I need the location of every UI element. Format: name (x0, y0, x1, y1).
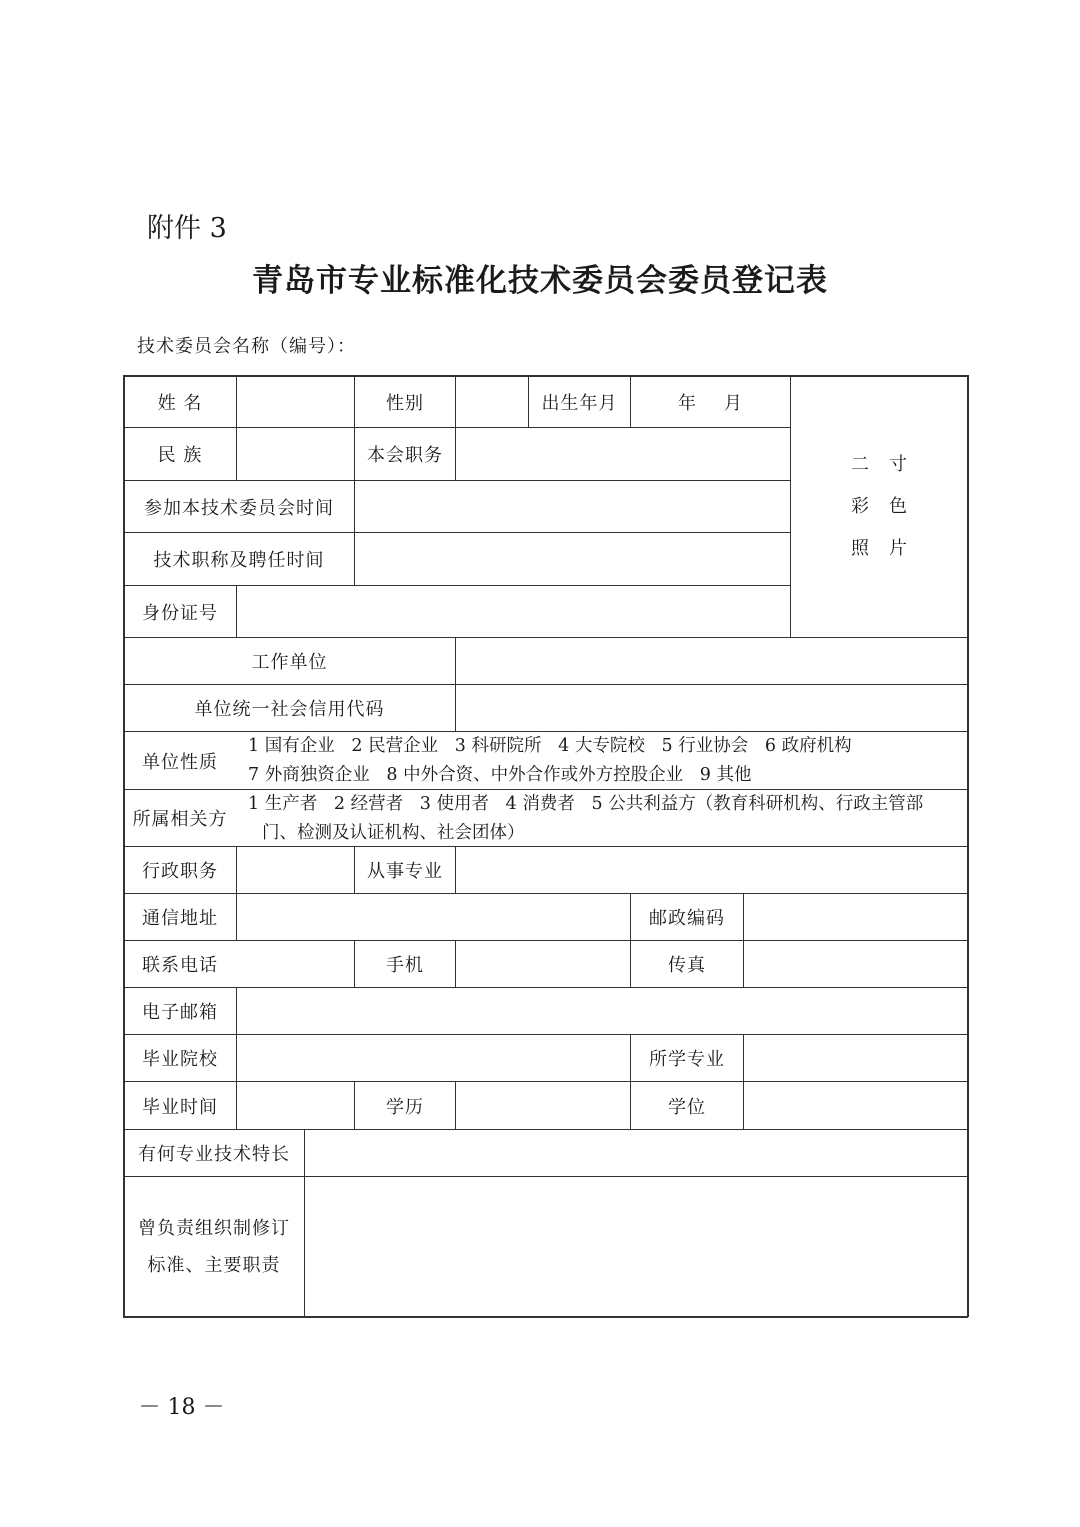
phone-field[interactable] (237, 941, 354, 987)
mobile-label: 手机 (386, 955, 424, 976)
postcode-field[interactable] (744, 894, 967, 940)
grad-time-field[interactable] (237, 1082, 354, 1129)
degree-field[interactable] (744, 1082, 967, 1129)
school-field[interactable] (237, 1035, 630, 1081)
specialty-label: 有何专业技术特长 (138, 1144, 290, 1165)
attachment-label: 附件 3 (147, 213, 227, 244)
credit-code-label: 单位统一社会信用代码 (194, 699, 385, 720)
page-number: － 18 － (138, 1395, 225, 1420)
stakeholder-label: 所属相关方 (132, 809, 228, 830)
org-nature-options (124, 732, 967, 789)
title-field[interactable] (355, 533, 790, 585)
form-title: 青岛市专业标准化技术委员会委员登记表 (252, 263, 828, 299)
school-label: 毕业院校 (142, 1049, 218, 1070)
photo-line-3: 照片 (851, 537, 927, 559)
gender-label: 性别 (386, 392, 424, 414)
postcode-label: 邮政编码 (649, 908, 725, 929)
profession-label: 从事专业 (367, 861, 443, 882)
photo-line-1: 二寸 (851, 453, 927, 475)
address-label: 通信地址 (142, 908, 218, 929)
specialty-field[interactable] (305, 1130, 967, 1176)
profession-field[interactable] (456, 847, 967, 893)
phone-label: 联系电话 (142, 955, 218, 976)
id-label: 身份证号 (142, 602, 218, 624)
employer-field[interactable] (456, 638, 967, 684)
committee-position-field[interactable] (456, 428, 790, 480)
org-nature-label: 单位性质 (142, 751, 218, 773)
address-field[interactable] (237, 894, 630, 940)
fax-field[interactable] (744, 941, 967, 987)
employer-label: 工作单位 (251, 652, 328, 673)
name-field[interactable] (237, 376, 354, 427)
committee-name-label: 技术委员会名称（编号）： (137, 336, 356, 357)
photo-box (791, 376, 967, 637)
birth-label: 出生年月 (541, 392, 618, 414)
org-nature-line-2: 7 外商独资企业 8 中外合资、中外合作或外方控股企业 9 其他 (248, 765, 752, 785)
email-field[interactable] (237, 988, 967, 1034)
photo-line-2: 彩色 (851, 495, 927, 517)
degree-label: 学位 (668, 1096, 706, 1118)
credit-code-field[interactable] (456, 685, 967, 731)
experience-label (124, 1177, 304, 1316)
major-label: 所学专业 (649, 1049, 725, 1070)
id-field[interactable] (237, 586, 790, 637)
experience-label-line-1: 曾负责组织制修订 (138, 1217, 290, 1239)
experience-field[interactable] (305, 1177, 967, 1316)
fax-label: 传真 (668, 955, 706, 976)
org-nature-line-1: 1 国有企业 2 民营企业 3 科研院所 4 大专院校 5 行业协会 6 政府机构 (248, 736, 852, 756)
stakeholder-line-2: 门、检测及认证机构、社会团体） (262, 823, 525, 843)
grad-time-label: 毕业时间 (142, 1096, 218, 1118)
email-label: 电子邮箱 (142, 1002, 218, 1023)
education-field[interactable] (456, 1082, 630, 1129)
major-field[interactable] (744, 1035, 967, 1081)
join-time-label: 参加本技术委员会时间 (144, 497, 334, 519)
ethnicity-field[interactable] (237, 428, 354, 480)
mobile-field[interactable] (456, 941, 630, 987)
admin-position-field[interactable] (237, 847, 354, 893)
admin-position-label: 行政职务 (142, 861, 218, 882)
stakeholder-options (124, 790, 967, 846)
experience-label-line-2: 标准、主要职责 (147, 1254, 281, 1276)
committee-position-label: 本会职务 (367, 445, 443, 466)
join-time-field[interactable] (355, 481, 790, 532)
education-label: 学历 (386, 1096, 424, 1118)
name-label: 姓 名 (157, 392, 203, 414)
gender-field[interactable] (456, 376, 528, 427)
birth-field[interactable]: 年 月 (678, 392, 743, 414)
ethnicity-label: 民 族 (157, 445, 203, 466)
title-label: 技术职称及聘任时间 (153, 550, 325, 571)
stakeholder-line-1: 1 生产者 2 经营者 3 使用者 4 消费者 5 公共利益方（教育科研机构、行政主管部 (248, 794, 924, 814)
